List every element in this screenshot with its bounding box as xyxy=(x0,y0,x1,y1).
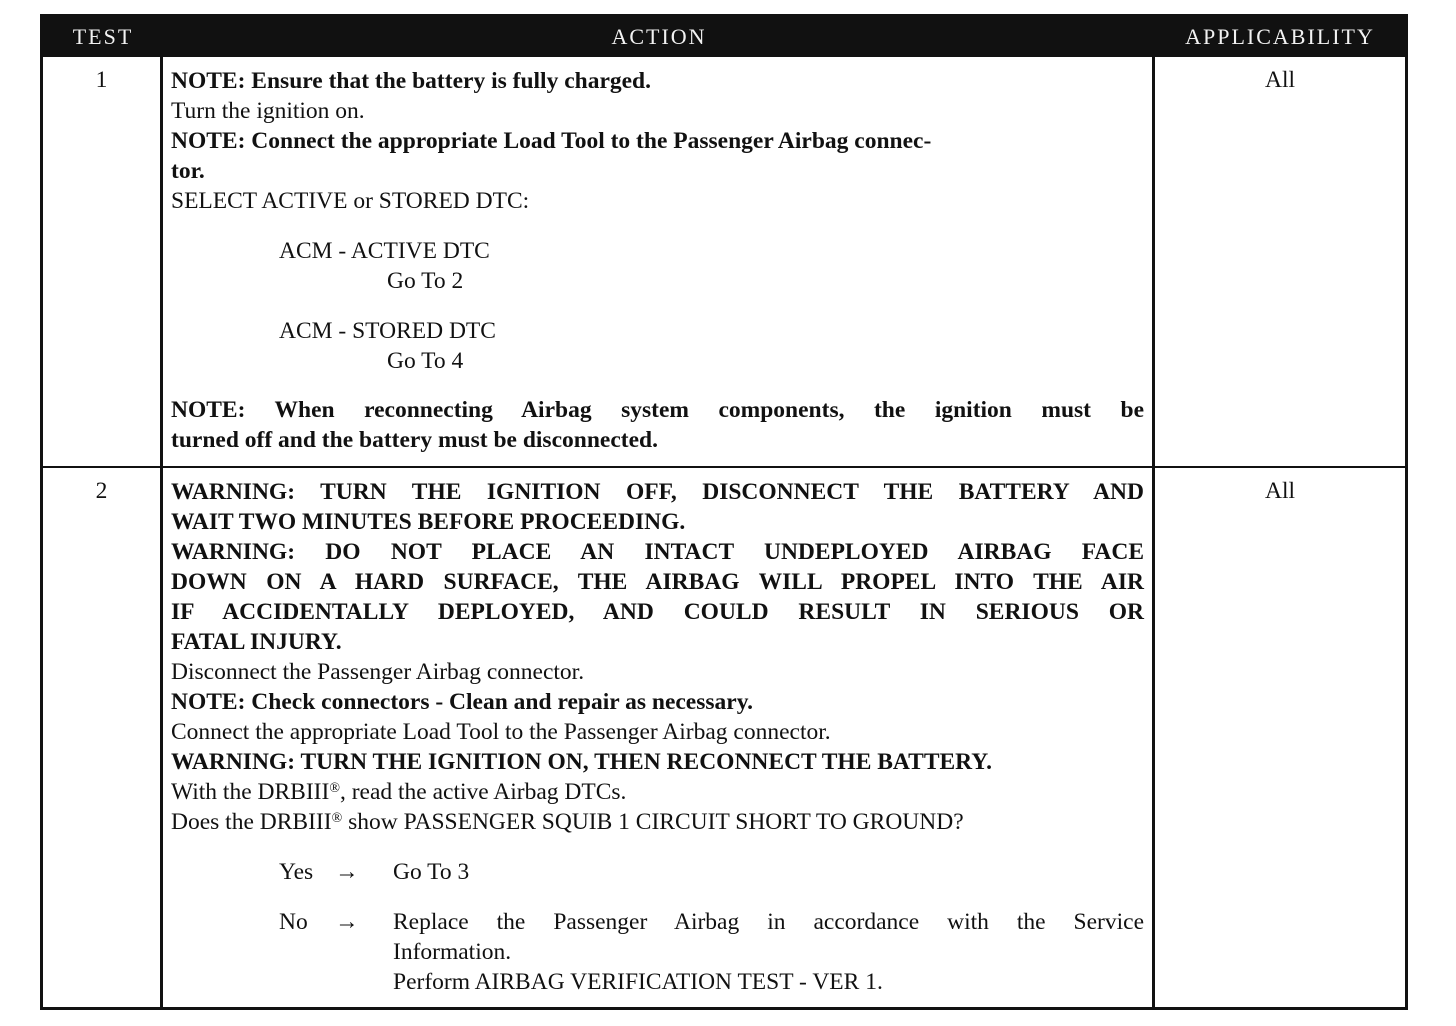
branch-label: Yes xyxy=(279,859,314,885)
option-label: ACM - STORED DTC xyxy=(279,318,496,344)
applicability-2: All xyxy=(1264,478,1296,504)
text-fragment: , read the active Airbag DTCs. xyxy=(339,779,627,805)
note-load-tool-line2: tor. xyxy=(171,158,205,184)
option-active-dtc xyxy=(279,236,1144,296)
branch-yes xyxy=(279,857,1144,887)
header-test: TEST xyxy=(43,17,163,57)
note-reconnecting-line2: turned off and the battery must be disconnected. xyxy=(171,427,658,453)
right-arrow-icon: → xyxy=(335,859,359,885)
note-check-connectors: NOTE: Check connectors - Clean and repair as necessary. xyxy=(171,689,754,715)
option-goto: Go To 2 xyxy=(387,268,464,294)
step-read-dtcs xyxy=(171,777,1144,807)
right-arrow-icon: → xyxy=(335,909,359,935)
branch-no xyxy=(279,907,1144,997)
branch-label: No xyxy=(279,909,308,935)
step-connect-load-tool: Connect the appropriate Load Tool to the Passenger Airbag connector. xyxy=(171,719,831,745)
warning-airbag-face-line2: DOWN ON A HARD SURFACE, THE AIRBAG WILL PROPEL INTO THE AIR xyxy=(171,569,1144,595)
test-number-1: 1 xyxy=(43,57,163,468)
registered-mark: ® xyxy=(329,781,340,796)
text-fragment: With the DRBIII xyxy=(171,779,330,805)
option-label: ACM - ACTIVE DTC xyxy=(279,238,490,264)
branch-text: Go To 3 xyxy=(393,859,470,885)
registered-mark: ® xyxy=(331,811,343,826)
note-battery-charged: NOTE: Ensure that the battery is fully charged. xyxy=(171,68,652,94)
warning-airbag-face-line4: FATAL INJURY. xyxy=(171,629,342,655)
question-squib-short xyxy=(171,807,1144,837)
action-cell-1 xyxy=(163,57,1155,468)
text-fragment: Does the DRBIII xyxy=(171,809,332,835)
warning-ignition-on: WARNING: TURN THE IGNITION ON, THEN RECONNECT THE BATTERY. xyxy=(171,749,992,775)
note-reconnecting-line1: NOTE: When reconnecting Airbag system components, the ignition must be xyxy=(171,397,1144,423)
diagnostic-test-table xyxy=(40,14,1408,1010)
warning-airbag-face-line3: IF ACCIDENTALLY DEPLOYED, AND COULD RESULT IN SERIOUS OR xyxy=(171,599,1144,625)
header-action: ACTION xyxy=(163,17,1155,57)
option-goto: Go To 4 xyxy=(387,348,464,374)
warning-airbag-face-line1: WARNING: DO NOT PLACE AN INTACT UNDEPLOYED AIRBAG FACE xyxy=(171,539,1144,565)
branch-line: Replace the Passenger Airbag in accordance with the Service xyxy=(393,909,1144,935)
text-fragment: show PASSENGER SQUIB 1 CIRCUIT SHORT TO GROUND? xyxy=(342,809,964,835)
branch-text xyxy=(393,907,1144,997)
test-number-2: 2 xyxy=(43,468,163,1007)
warning-ignition-off-line2: WAIT TWO MINUTES BEFORE PROCEEDING. xyxy=(171,509,686,535)
step-ignition-on: Turn the ignition on. xyxy=(171,98,365,124)
action-cell-2 xyxy=(163,468,1155,1007)
option-stored-dtc xyxy=(279,316,1144,376)
note-load-tool-line1: NOTE: Connect the appropriate Load Tool to the Passenger Airbag connec- xyxy=(171,128,932,154)
select-dtc-prompt: SELECT ACTIVE or STORED DTC: xyxy=(171,188,530,214)
warning-ignition-off-line1: WARNING: TURN THE IGNITION OFF, DISCONNECT THE BATTERY AND xyxy=(171,479,1144,505)
branch-line: Perform AIRBAG VERIFICATION TEST - VER 1. xyxy=(393,969,883,995)
branch-line: Information. xyxy=(393,939,512,965)
step-disconnect-connector: Disconnect the Passenger Airbag connector. xyxy=(171,659,585,685)
header-applicability: APPLICABILITY xyxy=(1155,17,1405,57)
applicability-1: All xyxy=(1155,57,1405,468)
